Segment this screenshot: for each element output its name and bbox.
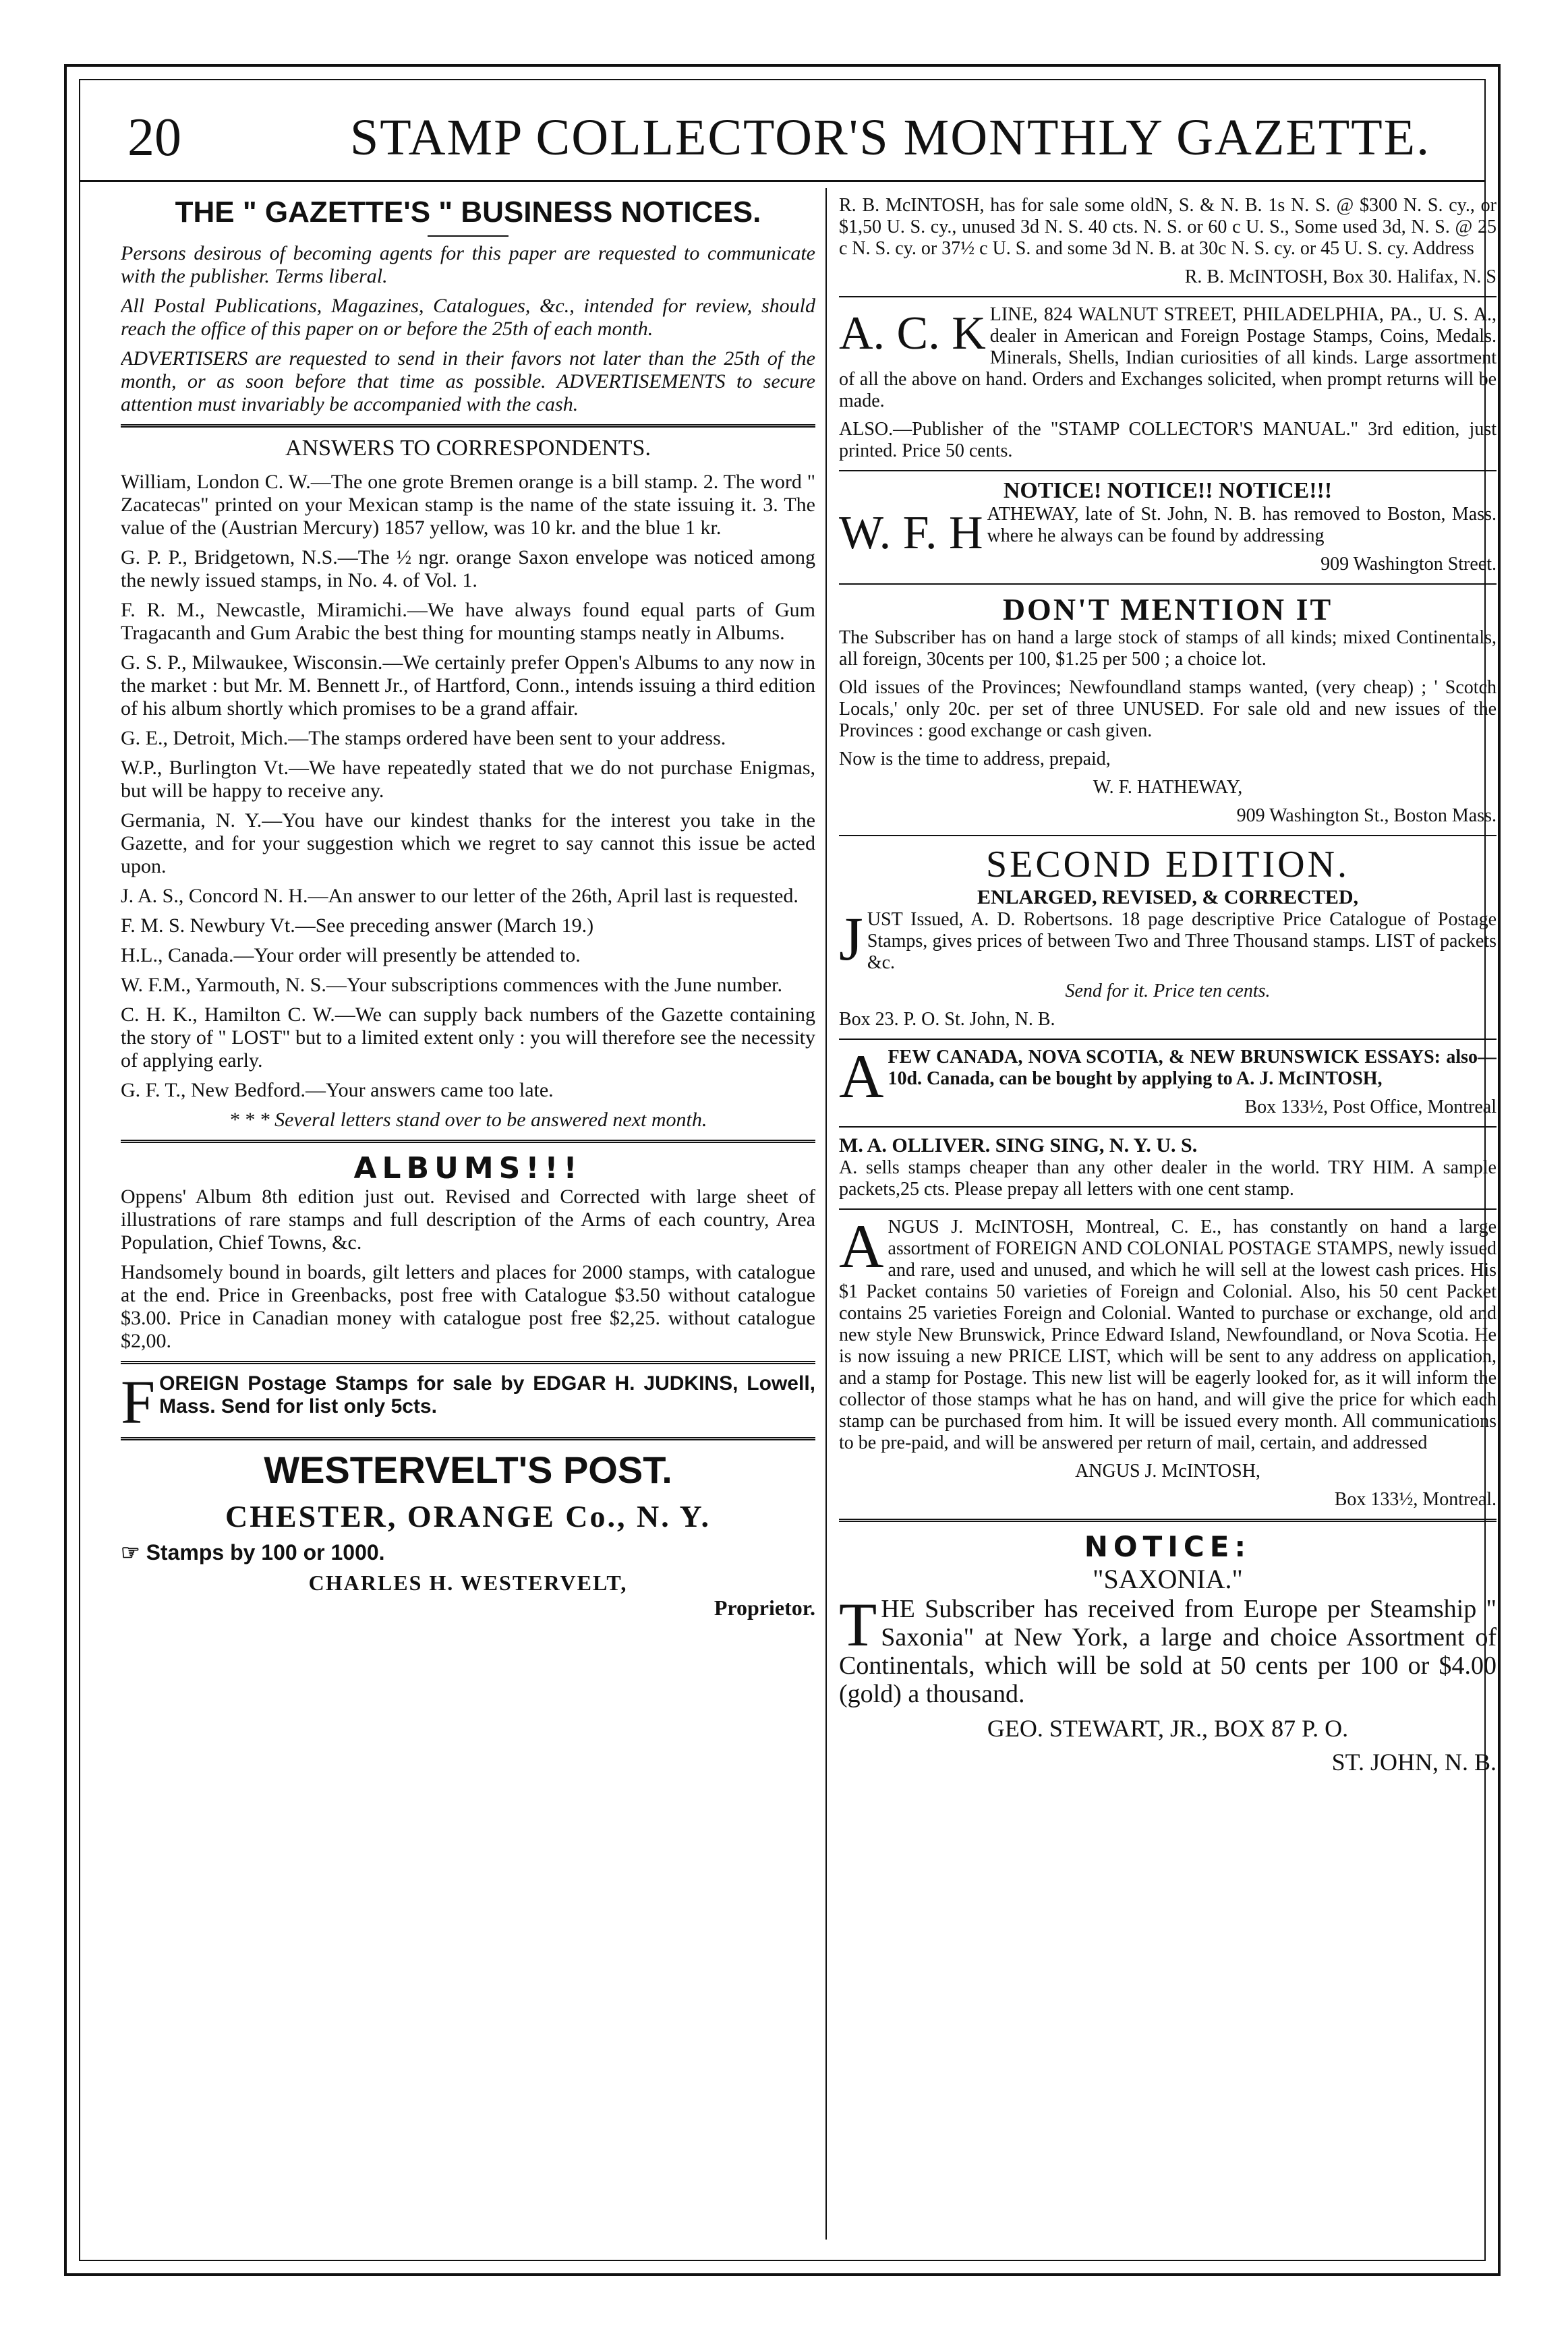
saxonia-sign: GEO. STEWART, JR., BOX 87 P. O. bbox=[987, 1715, 1349, 1742]
business-notice-advertisers: ADVERTISERS are requested to send in their favors not later than the 25th of the month, or as soon before that time as possible. ADVERTISEMENTS to secure attention must invariably be accompanied with the cash. bbox=[121, 347, 815, 415]
drop-cap: T bbox=[839, 1590, 877, 1659]
short-rule bbox=[428, 235, 509, 237]
dont-mention-title: DON'T MENTION IT bbox=[1002, 592, 1333, 626]
page-frame bbox=[64, 64, 1501, 2276]
answer-item: G. E., Detroit, Mich.—The stamps ordered have been sent to your address. bbox=[121, 727, 726, 749]
drop-cap: F bbox=[121, 1368, 156, 1436]
westervelt-ad bbox=[121, 1449, 815, 1620]
answer-item: William, London C. W.—The one grote Bremen orange is a bill stamp. 2. The word " Zacatecas" printed on your Mexican stamp is the name of the state issuing it. 3. The value of the (Austrian Mercury) 1857 yellow, was 10 kr. and the blue 1 kr. bbox=[121, 471, 815, 539]
answer-item: H.L., Canada.—Your order will presently be attended to. bbox=[121, 944, 581, 966]
column-divider bbox=[825, 188, 827, 2240]
westervelt-title: WESTERVELT'S POST. bbox=[264, 1449, 672, 1491]
dont-mention-p1: The Subscriber has on hand a large stock of stamps of all kinds; mixed Continentals, all foreign, 30cents per 100, $1.25 per 500 ; a choice lot. bbox=[839, 627, 1497, 670]
section-rule bbox=[121, 424, 815, 428]
saxonia-notice-title: NOTICE: bbox=[1084, 1530, 1252, 1563]
few-canada-ad bbox=[839, 1042, 1497, 1118]
few-canada-text: FEW CANADA, NOVA SCOTIA, & NEW BRUNSWICK ESSAYS: also—10d. Canada, can be bought by applying to A. J. McINTOSH, bbox=[888, 1047, 1497, 1089]
answer-item: G. P. P., Bridgetown, N.S.—The ½ ngr. orange Saxon envelope was noticed among the newly issued stamps, in No. 4. of Vol. 1. bbox=[121, 546, 815, 591]
second-edition-title: SECOND EDITION. bbox=[985, 844, 1350, 885]
left-column bbox=[121, 195, 815, 2246]
saxonia-place: ST. JOHN, N. B. bbox=[1331, 1749, 1497, 1776]
business-notices bbox=[121, 195, 815, 416]
section-rule bbox=[839, 583, 1497, 585]
albums-ad bbox=[121, 1151, 815, 1353]
second-edition-box: Box 23. P. O. St. John, N. B. bbox=[839, 1009, 1055, 1030]
kline-lead: A. C. K bbox=[839, 308, 986, 359]
dont-mention-addr: 909 Washington St., Boston Mass. bbox=[1236, 805, 1497, 826]
drop-cap: A bbox=[839, 1042, 884, 1111]
angus-mcintosh-ad bbox=[839, 1212, 1497, 1511]
dont-mention-p3: Now is the time to address, prepaid, bbox=[839, 749, 1111, 769]
business-notices-title: THE " GAZETTE'S " BUSINESS NOTICES. bbox=[175, 196, 761, 229]
section-rule bbox=[839, 1208, 1497, 1210]
angus-text: NGUS J. McINTOSH, Montreal, C. E., has constantly on hand a large assortment of FOREIGN AND COLONIAL POSTAGE STAMPS, newly issued and rare, used and unused, and which he will sell at the lowest cash prices. His $1 Packet contains 50 varieties of Foreign and Colonial. Also, his 50 cent Packet contains 25 varieties Foreign and Colonial. Wanted to purchase or exchange, old and new style New Brunswick, Prince Edward Island, Newfoundland, or Nova Scotia. He is now issuing a new PRICE LIST, which will be sent to any address on application, and a stamp for Postage. This new list will be eagerly looked for, as it will inform the collector of those stamps what he has on hand, and will give the price for which each stamp can be purchased from him. It will be issued every month. All communications to be pre-paid, and will be answered per return of mail, certain, and addressed bbox=[839, 1217, 1497, 1453]
hatheway-lead: W. F. H bbox=[839, 507, 983, 559]
kline-also: ALSO.—Publisher of the "STAMP COLLECTOR'S MANUAL." 3rd edition, just printed. Price 50 cents. bbox=[839, 419, 1497, 461]
saxonia-text: HE Subscriber has received from Europe per Steamship " Saxonia" at New York, a large and choice Assortment of Continentals, which will be sold at 50 cents per 100 or $4.00 (gold) a thousand. bbox=[839, 1595, 1497, 1708]
page-number: 20 bbox=[127, 108, 181, 167]
foreign-stamps-ad bbox=[121, 1368, 815, 1436]
westervelt-name: CHARLES H. WESTERVELT, bbox=[308, 1571, 628, 1595]
second-edition-ad bbox=[839, 843, 1497, 1030]
drop-cap: A bbox=[839, 1212, 884, 1281]
answer-item: C. H. K., Hamilton C. W.—We can supply back numbers of the Gazette containing the story of " LOST" but to a limited extent only : you will therefore see the necessity of applying early. bbox=[121, 1003, 815, 1072]
right-column bbox=[839, 195, 1497, 2246]
answer-note: * * * Several letters stand over to be answered next month. bbox=[229, 1109, 707, 1131]
page-inner-frame bbox=[79, 79, 1497, 2261]
notice-hatheway bbox=[839, 478, 1497, 575]
second-edition-sub: ENLARGED, REVISED, & CORRECTED, bbox=[977, 886, 1359, 908]
albums-text: Oppens' Album 8th edition just out. Revised and Corrected with large sheet of illustrations of rare stamps and full description of the Arms of each country, Area Population, Chief Towns, &c. bbox=[121, 1186, 815, 1254]
mcintosh-halifax-ad bbox=[839, 195, 1497, 288]
header-rule bbox=[80, 180, 1484, 182]
saxonia-notice-sub: "SAXONIA." bbox=[1093, 1564, 1243, 1594]
answer-item: F. R. M., Newcastle, Miramichi.—We have always found equal parts of Gum Tragacanth and Gum Arabic the best thing for mounting stamps neatly in Albums. bbox=[121, 599, 815, 644]
section-rule bbox=[839, 296, 1497, 297]
drop-cap: J bbox=[839, 904, 863, 973]
albums-title: ALBUMS!!! bbox=[353, 1151, 583, 1186]
second-edition-text: UST Issued, A. D. Robertsons. 18 page descriptive Price Catalogue of Postage Stamps, gives prices of between Two and Three Thousand stamps. LIST of packets &c. bbox=[867, 909, 1497, 973]
olliver-text: A. sells stamps cheaper than any other dealer in the world. TRY HIM. A sample packets,25 cts. Please prepay all letters with one cent stamp. bbox=[839, 1157, 1497, 1200]
running-title: STAMP COLLECTOR'S MONTHLY GAZETTE. bbox=[350, 109, 1431, 166]
albums-text-2: Handsomely bound in boards, gilt letters and places for 2000 stamps, with catalogue at the end. Price in Greenbacks, post free with Catalogue $3.50 without catalogue $3.00. Price in Canadian money with catalogue post free $2,25. without catalogue $2,00. bbox=[121, 1261, 815, 1352]
answer-item: Germania, N. Y.—You have our kindest thanks for the interest you take in the Gazette, and for your suggestion which we regret to say cannot this issue be acted upon. bbox=[121, 809, 815, 877]
answer-item: G. S. P., Milwaukee, Wisconsin.—We certainly prefer Oppen's Albums to any now in the market : but Mr. M. Bennett Jr., of Hartford, Conn., intends issuing a third edition of his album shortly which promises to be a grand affair. bbox=[121, 651, 815, 720]
second-edition-send: Send for it. Price ten cents. bbox=[1065, 981, 1271, 1001]
answers-title: ANSWERS TO CORRESPONDENTS. bbox=[285, 436, 651, 461]
angus-addr: Box 133½, Montreal. bbox=[1334, 1489, 1497, 1510]
kline-text: LINE, 824 WALNUT STREET, PHILADELPHIA, PA., U. S. A., dealer in American and Foreign Postage Stamps, Coins, Medals. Minerals, Shells, Indian curiosities of all kinds. Large assortment of all the above on hand. Orders and Exchanges solicited, when prompt returns will be made. bbox=[839, 304, 1497, 411]
section-rule bbox=[121, 1437, 815, 1440]
answer-item: G. F. T., New Bedford.—Your answers came too late. bbox=[121, 1079, 554, 1101]
hatheway-addr: 909 Washington Street. bbox=[1320, 554, 1497, 575]
mcintosh-halifax-sign: R. B. McINTOSH, Box 30. Halifax, N. S bbox=[1184, 266, 1497, 287]
dont-mention-sign: W. F. HATHEWAY, bbox=[1093, 777, 1243, 798]
kline-ad bbox=[839, 304, 1497, 462]
mcintosh-halifax-text: R. B. McINTOSH, has for sale some oldN, S. & N. B. 1s N. S. @ $300 N. S. cy., or $1,50 U. S. cy., unused 3d N. S. 40 cts. N. S. or 60 c U. S., Some used 3d, N. S. @ 25 c N. S. cy. or 37½ c U. S. and some 3d N. B. at 30c N. S. cy. or 45 U. S. cy. Address bbox=[839, 195, 1497, 259]
page-header bbox=[80, 80, 1484, 181]
section-rule bbox=[839, 1039, 1497, 1040]
westervelt-place: CHESTER, ORANGE Co., N. Y. bbox=[225, 1499, 711, 1533]
business-notice-agents: Persons desirous of becoming agents for this paper are requested to communicate with the publisher. Terms liberal. bbox=[121, 242, 815, 287]
answer-item: F. M. S. Newbury Vt.—See preceding answer (March 19.) bbox=[121, 914, 594, 937]
olliver-title: M. A. OLLIVER. SING SING, N. Y. U. S. bbox=[839, 1134, 1198, 1157]
notice-title: NOTICE! NOTICE!! NOTICE!!! bbox=[1003, 478, 1333, 503]
business-notice-publications: All Postal Publications, Magazines, Catalogues, &c., intended for review, should reach the office of this paper on or before the 25th of each month. bbox=[121, 295, 815, 340]
foreign-stamps-text: OREIGN Postage Stamps for sale by EDGAR H. JUDKINS, Lowell, Mass. Send for list only 5cts. bbox=[159, 1372, 815, 1418]
answer-item: W. F.M., Yarmouth, N. S.—Your subscriptions commences with the June number. bbox=[121, 974, 782, 996]
answer-item: J. A. S., Concord N. H.—An answer to our letter of the 26th, April last is requested. bbox=[121, 885, 798, 907]
section-rule bbox=[121, 1361, 815, 1364]
few-canada-addr: Box 133½, Post Office, Montreal bbox=[1244, 1097, 1497, 1117]
dont-mention-p2: Old issues of the Provinces; Newfoundland stamps wanted, (very cheap) ; ' Scotch Locals,' only 20c. per set of three UNUSED. For sale old and new issues of the Provinces : good exchange or cash given. bbox=[839, 677, 1497, 741]
angus-sign: ANGUS J. McINTOSH, bbox=[1075, 1461, 1260, 1482]
olliver-ad bbox=[839, 1134, 1497, 1200]
section-rule bbox=[839, 1519, 1497, 1522]
hatheway-text: ATHEWAY, late of St. John, N. B. has removed to Boston, Mass. where he always can be found by addressing bbox=[987, 504, 1497, 546]
answer-item: W.P., Burlington Vt.—We have repeatedly stated that we do not purchase Enigmas, but will be happy to receive any. bbox=[121, 757, 815, 802]
section-rule bbox=[839, 1126, 1497, 1128]
answers-section bbox=[121, 436, 815, 1132]
section-rule bbox=[839, 835, 1497, 836]
saxonia-notice bbox=[839, 1530, 1497, 1776]
westervelt-stamps: ☞ Stamps by 100 or 1000. bbox=[121, 1540, 385, 1565]
westervelt-role: Proprietor. bbox=[714, 1596, 815, 1620]
dont-mention-ad bbox=[839, 591, 1497, 827]
section-rule bbox=[121, 1140, 815, 1143]
section-rule bbox=[839, 470, 1497, 471]
